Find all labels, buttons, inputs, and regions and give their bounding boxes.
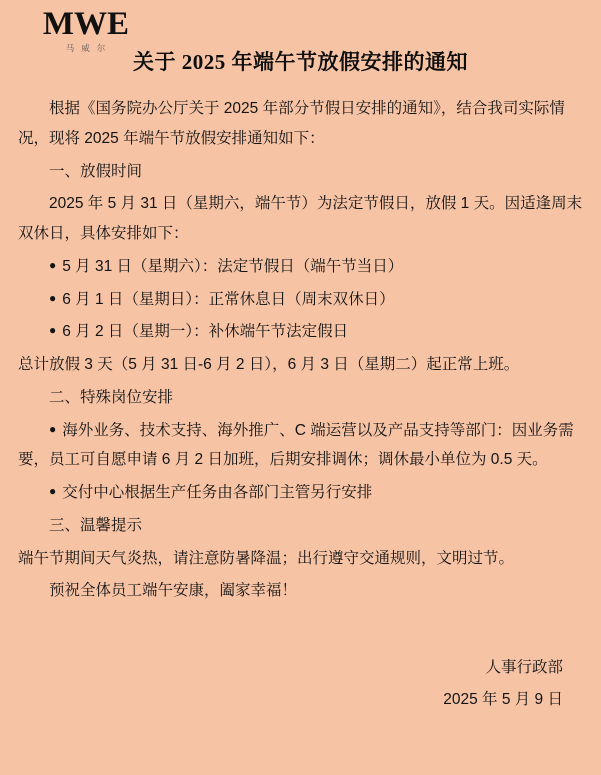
paragraph-summary-days: 总计放假 3 天（5 月 31 日-6 月 2 日），6 月 3 日（星期二）起正常上班。	[18, 356, 520, 373]
heading-section-3: 三、温馨提示	[49, 516, 143, 534]
bullet-dot-icon: ●	[49, 323, 57, 338]
heading-section-1: 一、放假时间	[49, 162, 143, 180]
document-body	[18, 94, 583, 606]
heading-section-2: 二、特殊岗位安排	[49, 388, 174, 406]
bullet-dot-icon: ●	[49, 421, 57, 436]
list-item-label: 交付中心根据生产任务由各部门主管另行安排	[62, 484, 373, 501]
signature-date: 2025 年 5 月 9 日	[443, 691, 563, 709]
document-title: 关于 2025 年端午节放假安排的通知	[133, 50, 468, 74]
paragraph-intro: 根据《国务院办公厅关于 2025 年部分节假日安排的通知》，结合我司实际情况，现将 2025 年端午节放假安排通知如下：	[18, 100, 565, 147]
list-item-overseas	[18, 416, 583, 476]
list-item-jun1	[18, 285, 583, 315]
bullet-dot-icon: ●	[49, 257, 57, 272]
logo-wordmark: MWE	[42, 6, 130, 42]
bullet-dot-icon: ●	[49, 484, 57, 498]
list-item-label: 海外业务、技术支持、海外推广、C 端运营以及产品支持等部门：因业务需要，员工可自愿申请 6 月 2 日加班，后期安排调休；调休最小单位为 0.5 天。	[18, 421, 574, 469]
paragraph-wishes: 预祝全体员工端午安康，阖家幸福！	[49, 582, 298, 600]
list-item-label: 6 月 1 日（星期日）：正常休息日（周末双休日）	[62, 290, 395, 308]
list-item-jun2	[18, 317, 583, 347]
paragraph-tips: 端午节期间天气炎热，请注意防暑降温；出行遵守交通规则，文明过节。	[18, 549, 515, 567]
list-item-delivery	[18, 478, 583, 508]
list-item-label: 6 月 2 日（星期一）：补休端午节法定假日	[62, 323, 349, 341]
list-item-label: 5 月 31 日（星期六）：法定节假日（端午节当日）	[62, 257, 404, 275]
paragraph-section-1-body: 2025 年 5 月 31 日（星期六，端午节）为法定节假日，放假 1 天。因适逢周末双休日，具体安排如下：	[18, 195, 583, 242]
list-item-may31	[18, 252, 583, 282]
signature-department: 人事行政部	[485, 658, 563, 676]
signature-block	[443, 652, 563, 717]
company-logo	[30, 8, 142, 53]
bullet-dot-icon: ●	[49, 290, 57, 305]
logo-subtext: 马威尔	[65, 43, 113, 53]
